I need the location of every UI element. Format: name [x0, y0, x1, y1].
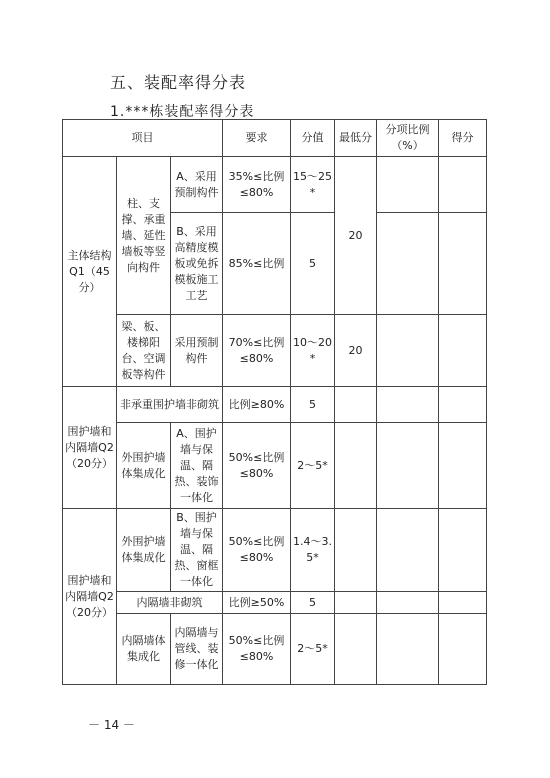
- table-row: [63, 614, 487, 685]
- min-score-cell: [335, 387, 377, 423]
- min-score-cell: [335, 423, 377, 509]
- option-b-formwork: B、采用高精度模板或免拆模板施工工艺: [171, 213, 223, 315]
- table-caption: 1.***栋装配率得分表: [110, 104, 255, 120]
- ratio-cell: [377, 157, 439, 213]
- section-heading: 五、装配率得分表: [110, 73, 247, 92]
- ratio-cell: [377, 315, 439, 387]
- horizontal-method: 采用预制构件: [171, 315, 223, 387]
- score-ext-b: 1.4～3.5*: [291, 509, 335, 592]
- requirement-b: 85%≤比例: [223, 213, 291, 315]
- min-score-cell: [335, 592, 377, 614]
- min-score-beams: 20: [335, 315, 377, 387]
- score-int: 2～5*: [291, 614, 335, 685]
- nonbearing-wall-label: 非承重围护墙非砌筑: [117, 387, 223, 423]
- points-cell: [439, 315, 487, 387]
- requirement-interior: 比例≥50%: [223, 592, 291, 614]
- points-cell: [439, 614, 487, 685]
- table-row: [63, 315, 487, 387]
- ratio-cell: [377, 387, 439, 423]
- score-beams: 10～20*: [291, 315, 335, 387]
- header-requirement: 要求: [223, 120, 291, 157]
- ratio-cell: [377, 213, 439, 315]
- requirement-int: 50%≤比例≤80%: [223, 614, 291, 685]
- requirement-ext-a: 50%≤比例≤80%: [223, 423, 291, 509]
- requirement-beams: 70%≤比例≤80%: [223, 315, 291, 387]
- ratio-cell: [377, 592, 439, 614]
- points-cell: [439, 592, 487, 614]
- option-a-prefab: A、采用预制构件: [171, 157, 223, 213]
- exterior-integration-label-2: 外围护墙体集成化: [117, 509, 171, 592]
- ratio-cell: [377, 423, 439, 509]
- header-row: [63, 120, 487, 157]
- interior-method: 内隔墙与管线、装修一体化: [171, 614, 223, 685]
- score-nonbearing: 5: [291, 387, 335, 423]
- interior-integration-label: 内隔墙体集成化: [117, 614, 171, 685]
- min-score-cell: [335, 614, 377, 685]
- header-min-score: 最低分: [335, 120, 377, 157]
- vertical-members-label: 柱、支撑、承重墙、延性墙板等竖向构件: [117, 157, 171, 315]
- ratio-cell: [377, 614, 439, 685]
- header-score: 分值: [291, 120, 335, 157]
- interior-wall-label: 内隔墙非砌筑: [117, 592, 223, 614]
- points-cell: [439, 213, 487, 315]
- score-interior: 5: [291, 592, 335, 614]
- ratio-cell: [377, 509, 439, 592]
- points-cell: [439, 387, 487, 423]
- main-structure-label: 主体结构Q1（45分）: [63, 157, 117, 387]
- page-number: － 14 －: [88, 718, 135, 732]
- score-ext-a: 2～5*: [291, 423, 335, 509]
- score-a: 15～25*: [291, 157, 335, 213]
- exterior-option-a: A、围护墙与保温、隔热、装饰一体化: [171, 423, 223, 509]
- exterior-option-b: B、围护墙与保温、隔热、窗框一体化: [171, 509, 223, 592]
- table-row: [63, 157, 487, 213]
- header-ratio: 分项比例（%）: [377, 120, 439, 157]
- envelope-walls-label-2: 围护墙和内隔墙Q2（20分）: [63, 509, 117, 685]
- header-item: 项目: [63, 120, 223, 157]
- points-cell: [439, 509, 487, 592]
- horizontal-members-label: 梁、板、楼梯阳台、空调板等构件: [117, 315, 171, 387]
- envelope-walls-label-1: 围护墙和内隔墙Q2（20分）: [63, 387, 117, 509]
- header-points: 得分: [439, 120, 487, 157]
- table-row: [63, 592, 487, 614]
- points-cell: [439, 423, 487, 509]
- assembly-rate-score-table: [62, 119, 487, 685]
- exterior-integration-label-1: 外围护墙体集成化: [117, 423, 171, 509]
- points-cell: [439, 157, 487, 213]
- score-b: 5: [291, 213, 335, 315]
- table-row: [63, 423, 487, 509]
- requirement-nonbearing: 比例≥80%: [223, 387, 291, 423]
- min-score-cell: [335, 509, 377, 592]
- table-row: [63, 387, 487, 423]
- min-score-vertical: 20: [335, 157, 377, 315]
- table-row: [63, 509, 487, 592]
- requirement-a: 35%≤比例≤80%: [223, 157, 291, 213]
- requirement-ext-b: 50%≤比例≤80%: [223, 509, 291, 592]
